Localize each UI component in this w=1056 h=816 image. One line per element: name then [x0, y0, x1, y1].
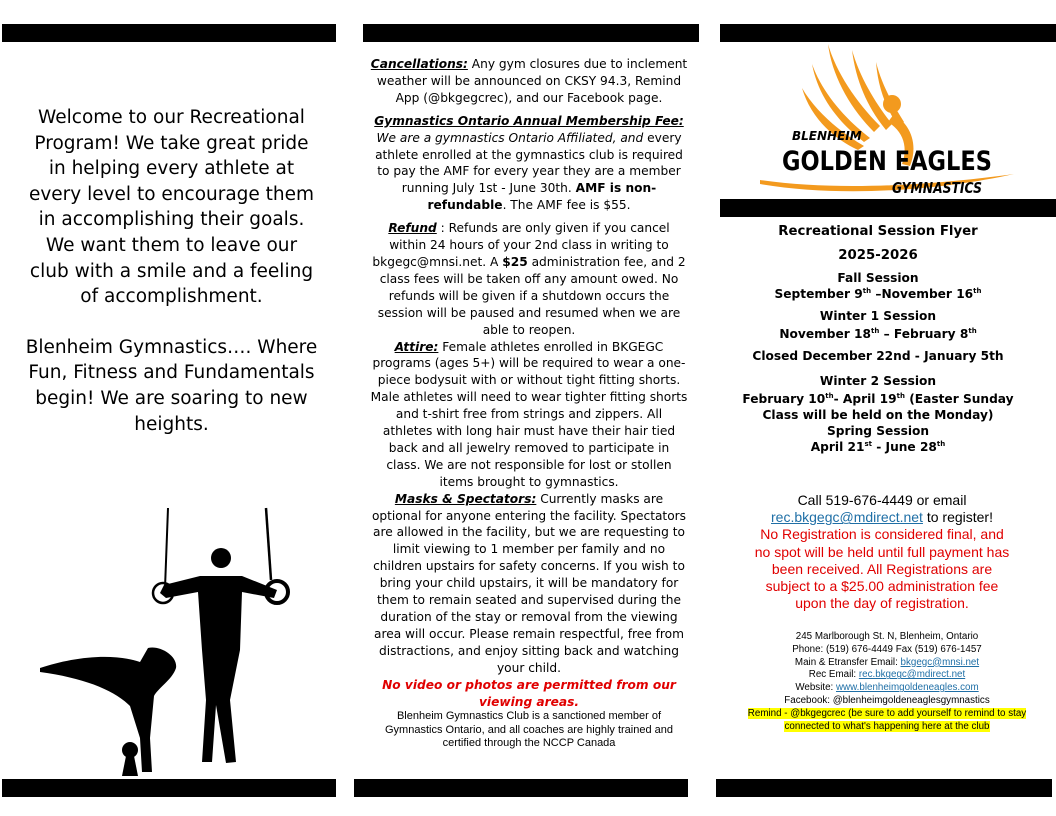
- phone-fax: Phone: (519) 676-4449 Fax (519) 676-1457: [792, 643, 982, 655]
- ring-gymnast-silhouette: [160, 548, 277, 763]
- registration-notice: No Registration is considered final, and no spot will be held until full payment has been received. All Registrations are subject to a $25.00 administration fee upon the day of registration.: [754, 526, 1010, 612]
- winter2-session-label: Winter 2 Session: [819, 374, 937, 388]
- address: 245 Marlborough St. N, Blenheim, Ontario: [795, 631, 979, 642]
- no-photos-notice: No video or photos are permitted from our viewing areas.: [382, 677, 676, 709]
- registration-info: Call 519-676-4449 or email rec.bkgegc@mdirect.net to register! No Registration is considered final, and no spot will be held until full payment has been received. All Registrations are subject to a $25.00 administration fee upon the day of registration.: [752, 492, 1012, 612]
- golden-eagles-logo: [752, 42, 1022, 198]
- logo-line2: GOLDEN EAGLES: [782, 146, 992, 177]
- attire-heading: Attire:: [394, 339, 439, 354]
- winter2-session-dates: February 10th- April 19th (Easter Sunday Class will be held on the Monday): [742, 391, 1014, 422]
- masks-heading: Masks & Spectators:: [394, 491, 537, 506]
- attire-paragraph: Attire: Female athletes enrolled in BKGEGC programs (ages 5+) will be required to wear a one-piece bodysuit with or without tight fitting shorts. Male athletes will need to wear tighter fitting shorts and t-shirt free from strings and zippers. All athletes with long hair must have their hair tied back and all jewelry removed to participate in class. We are not responsible for lost or stollen items brought to gymnastics.: [370, 339, 688, 489]
- rec-email-link-small[interactable]: rec.bkgegc@mdirect.net: [858, 669, 966, 681]
- middle-panel: [370, 56, 688, 751]
- top-bar-right: [720, 24, 1056, 42]
- refund-paragraph: Refund : Refunds are only given if you cancel within 24 hours of your 2nd class in writing to bkgegc@mnsi.net. A $25 administration fee, and 2 class fees will be taken off any amount owed. No refunds will be given if a shutdown occurs the session will be paused and resumed when we are able to reopen.: [372, 221, 686, 337]
- fall-session-label: Fall Session: [837, 271, 919, 285]
- floor-gymnast-silhouette: [40, 648, 176, 776]
- left-panel: [24, 105, 319, 437]
- top-bar-left: [2, 24, 336, 42]
- contact-info: 245 Marlborough St. N, Blenheim, Ontario Phone: (519) 676-4449 Fax (519) 676-1457 Main & Etransfer Email: bkgegc@mnsi.net Rec Email: rec.bkgegc@mdirect.net Website: www.blenheimgoldeneagles.com Facebook: @blenheimgoldeneaglesgymnastics Remind - @bkgegcrec (be sure to add yourself to remind to stay connected to what's happening here at the club: [720, 631, 1054, 733]
- winter1-session-label: Winter 1 Session: [819, 309, 937, 323]
- slogan-text: Blenheim Gymnastics…. Where Fun, Fitness and Fundamentals begin! We are soaring to new heights.: [25, 336, 318, 435]
- sanction-text: Blenheim Gymnastics Club is a sanctioned member of Gymnastics Ontario, and all coaches are highly trained and certified through the NCCP Canada: [385, 710, 673, 750]
- winter1-session-dates: November 18th – February 8th: [779, 326, 977, 341]
- remind-highlight: Remind - @bkgegcrec (be sure to add yourself to remind to stay connected to what's happening here at the club: [747, 707, 1027, 732]
- top-bar-middle: [363, 24, 699, 42]
- facebook-handle: Facebook: @blenheimgoldeneaglesgymnastics: [784, 694, 990, 706]
- gymnast-silhouettes: [30, 500, 310, 780]
- website-link[interactable]: www.blenheimgoldeneagles.com: [835, 682, 979, 694]
- spring-session-label: Spring Session: [826, 424, 930, 438]
- rec-email-link[interactable]: rec.bkgegc@mdirect.net: [771, 509, 923, 526]
- refund-heading: Refund: [388, 221, 437, 236]
- cancellations-heading: Cancellations:: [370, 57, 468, 71]
- bottom-bar-middle: [354, 779, 688, 797]
- fall-session-dates: September 9th –November 16th: [774, 286, 982, 301]
- session-schedule: [724, 224, 1032, 455]
- logo-line3: GYMNASTICS: [892, 179, 982, 197]
- logo-line1: BLENHEIM: [792, 129, 862, 143]
- flyer-year: 2025-2026: [838, 248, 918, 263]
- closed-dates: Closed December 22nd - January 5th: [752, 349, 1004, 363]
- amf-heading: Gymnastics Ontario Annual Membership Fee:: [374, 113, 684, 128]
- spring-session-dates: April 21st - June 28th: [810, 439, 946, 454]
- logo-divider-bar: [720, 199, 1056, 217]
- welcome-text: Welcome to our Recreational Program! We take great pride in helping every athlete at every level to encourage them in accomplishing their goals. We want them to leave our club with a smile and a feeling of accomplishment.: [28, 107, 315, 308]
- main-email-link[interactable]: bkgegc@mnsi.net: [900, 656, 980, 668]
- masks-paragraph: Masks & Spectators: Currently masks are optional for anyone entering the facility. Spectators are allowed in the facility, but we are requesting to limit viewing to 1 member per family and no children upstairs for safety concerns. If you wish to bring your child upstairs, it will be mandatory for them to remain seated and supervised during the duration of the stay or removal from the viewing area will occur. Please remain respectful, free from distractions, and enjoy sitting back and watching your child.: [371, 491, 687, 675]
- cancellations-paragraph: Cancellations: Any gym closures due to inclement weather will be announced on CKSY 94.3, Remind App (@bkgegcrec), and our Facebook page.: [370, 57, 688, 105]
- flyer-title: Recreational Session Flyer: [778, 224, 978, 239]
- amf-paragraph: Gymnastics Ontario Annual Membership Fee: We are a gymnastics Ontario Affiliated, and every athlete enrolled at the gymnastics club is required to pay the AMF for every year they are a member running July 1st - June 30th. AMF is non-refundable. The AMF fee is $55.: [374, 113, 684, 213]
- bottom-bar-left: [2, 779, 336, 797]
- call-text: Call 519-676-4449 or email: [797, 492, 967, 508]
- bottom-bar-right: [716, 779, 1052, 797]
